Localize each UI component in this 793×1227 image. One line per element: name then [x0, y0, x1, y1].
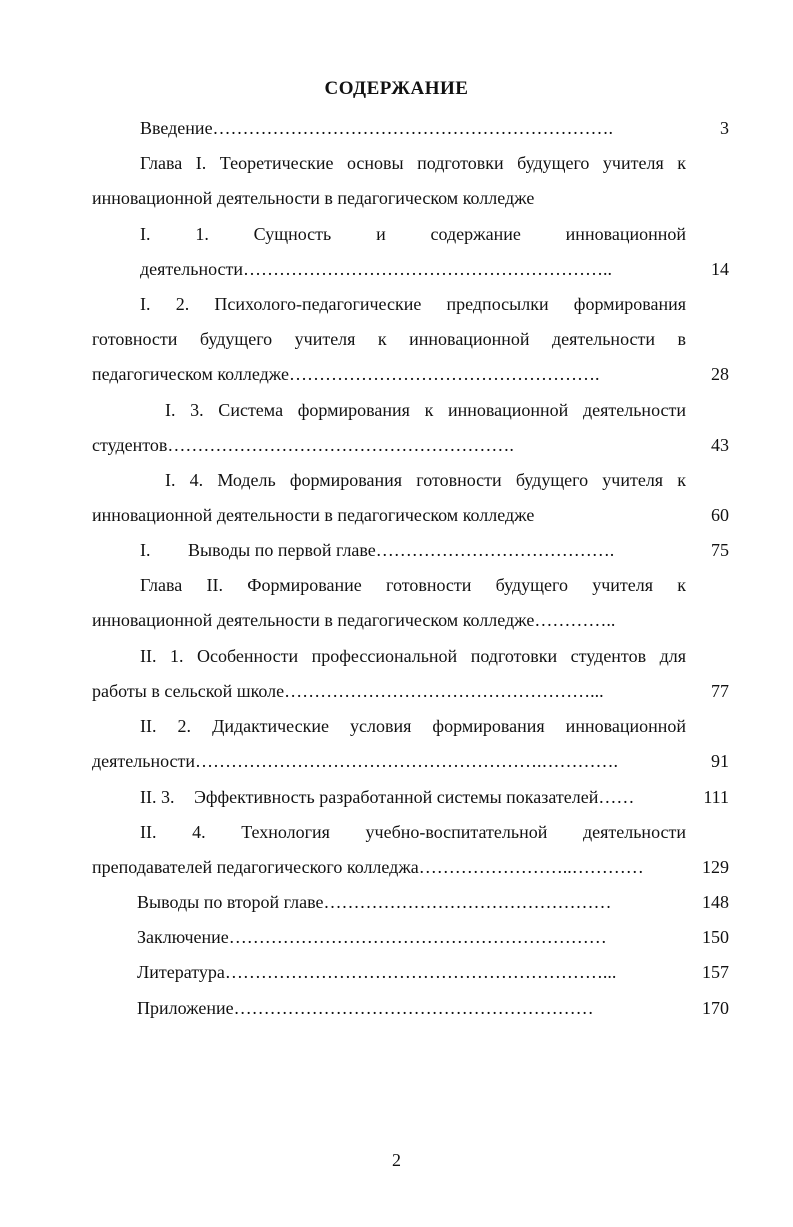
toc-page-number: 28: [711, 364, 729, 384]
toc-page-number: 3: [720, 118, 729, 138]
toc-page-number: 129: [702, 857, 729, 877]
toc-line: I. 4. Модель формирования готовности будущего учителя к: [165, 470, 686, 490]
toc-line: II. 1. Особенности профессиональной подготовки студентов для: [140, 646, 686, 666]
toc-line: Выводы по первой главе………………………………….: [188, 540, 615, 560]
toc-line: инновационной деятельности в педагогическом колледже…………..: [92, 610, 616, 630]
toc-line: II. 3.: [140, 787, 175, 807]
toc-line: Глава I. Теоретические основы подготовки будущего учителя к: [140, 153, 686, 173]
toc-page-number: 111: [703, 787, 729, 807]
toc-line: студентов………………………………………………….: [92, 435, 514, 455]
toc-page-number: 170: [702, 998, 729, 1018]
toc-line: преподавателей педагогического колледжа……………………..…………: [92, 857, 644, 877]
toc-page-number: 75: [711, 540, 729, 560]
toc-line: Выводы по второй главе…………………………………………: [137, 892, 612, 912]
toc-line: деятельности………………………………………………….………….: [92, 751, 619, 771]
toc-line: Приложение……………………………………………………: [137, 998, 594, 1018]
toc-page-number: 91: [711, 751, 729, 771]
toc-page-number: 148: [702, 892, 729, 912]
toc-page-number: 150: [702, 927, 729, 947]
toc-page-number: 60: [711, 505, 729, 525]
toc-page-number: 157: [702, 962, 729, 982]
toc-page-number: 14: [711, 259, 729, 279]
toc-line: инновационной деятельности в педагогическом колледже: [92, 505, 535, 525]
toc-line: педагогическом колледже…………………………………………….: [92, 364, 600, 384]
toc-line: Эффективность разработанной системы показателей……: [194, 787, 635, 807]
toc-line: I. 2. Психолого-педагогические предпосылки формирования: [140, 294, 686, 314]
toc-line: готовности будущего учителя к инновационной деятельности в: [92, 329, 686, 349]
toc-line: деятельности……………………………………………………..: [140, 259, 613, 279]
page-number: 2: [392, 1150, 401, 1170]
toc-line: Глава II. Формирование готовности будущего учителя к: [140, 575, 686, 595]
toc-line: II. 2. Дидактические условия формирования инновационной: [140, 716, 686, 736]
toc-line: I. 3. Система формирования к инновационной деятельности: [165, 400, 686, 420]
toc-page-number: 43: [711, 435, 729, 455]
toc-line: Введение………………………………………………………….: [140, 118, 614, 138]
toc-line: I. 1. Сущность и содержание инновационной: [140, 224, 686, 244]
page-title: СОДЕРЖАНИЕ: [324, 78, 469, 99]
toc-line: Литература………………………………………………………...: [137, 962, 617, 982]
toc-line: инновационной деятельности в педагогическом колледже: [92, 188, 535, 208]
toc-page-number: 77: [711, 681, 729, 701]
toc-line: I.: [140, 540, 151, 560]
toc-line: работы в сельской школе……………………………………………...: [92, 681, 604, 701]
toc-line: Заключение………………………………………………………: [137, 927, 607, 947]
toc-line: II. 4. Технология учебно-воспитательной деятельности: [140, 822, 686, 842]
